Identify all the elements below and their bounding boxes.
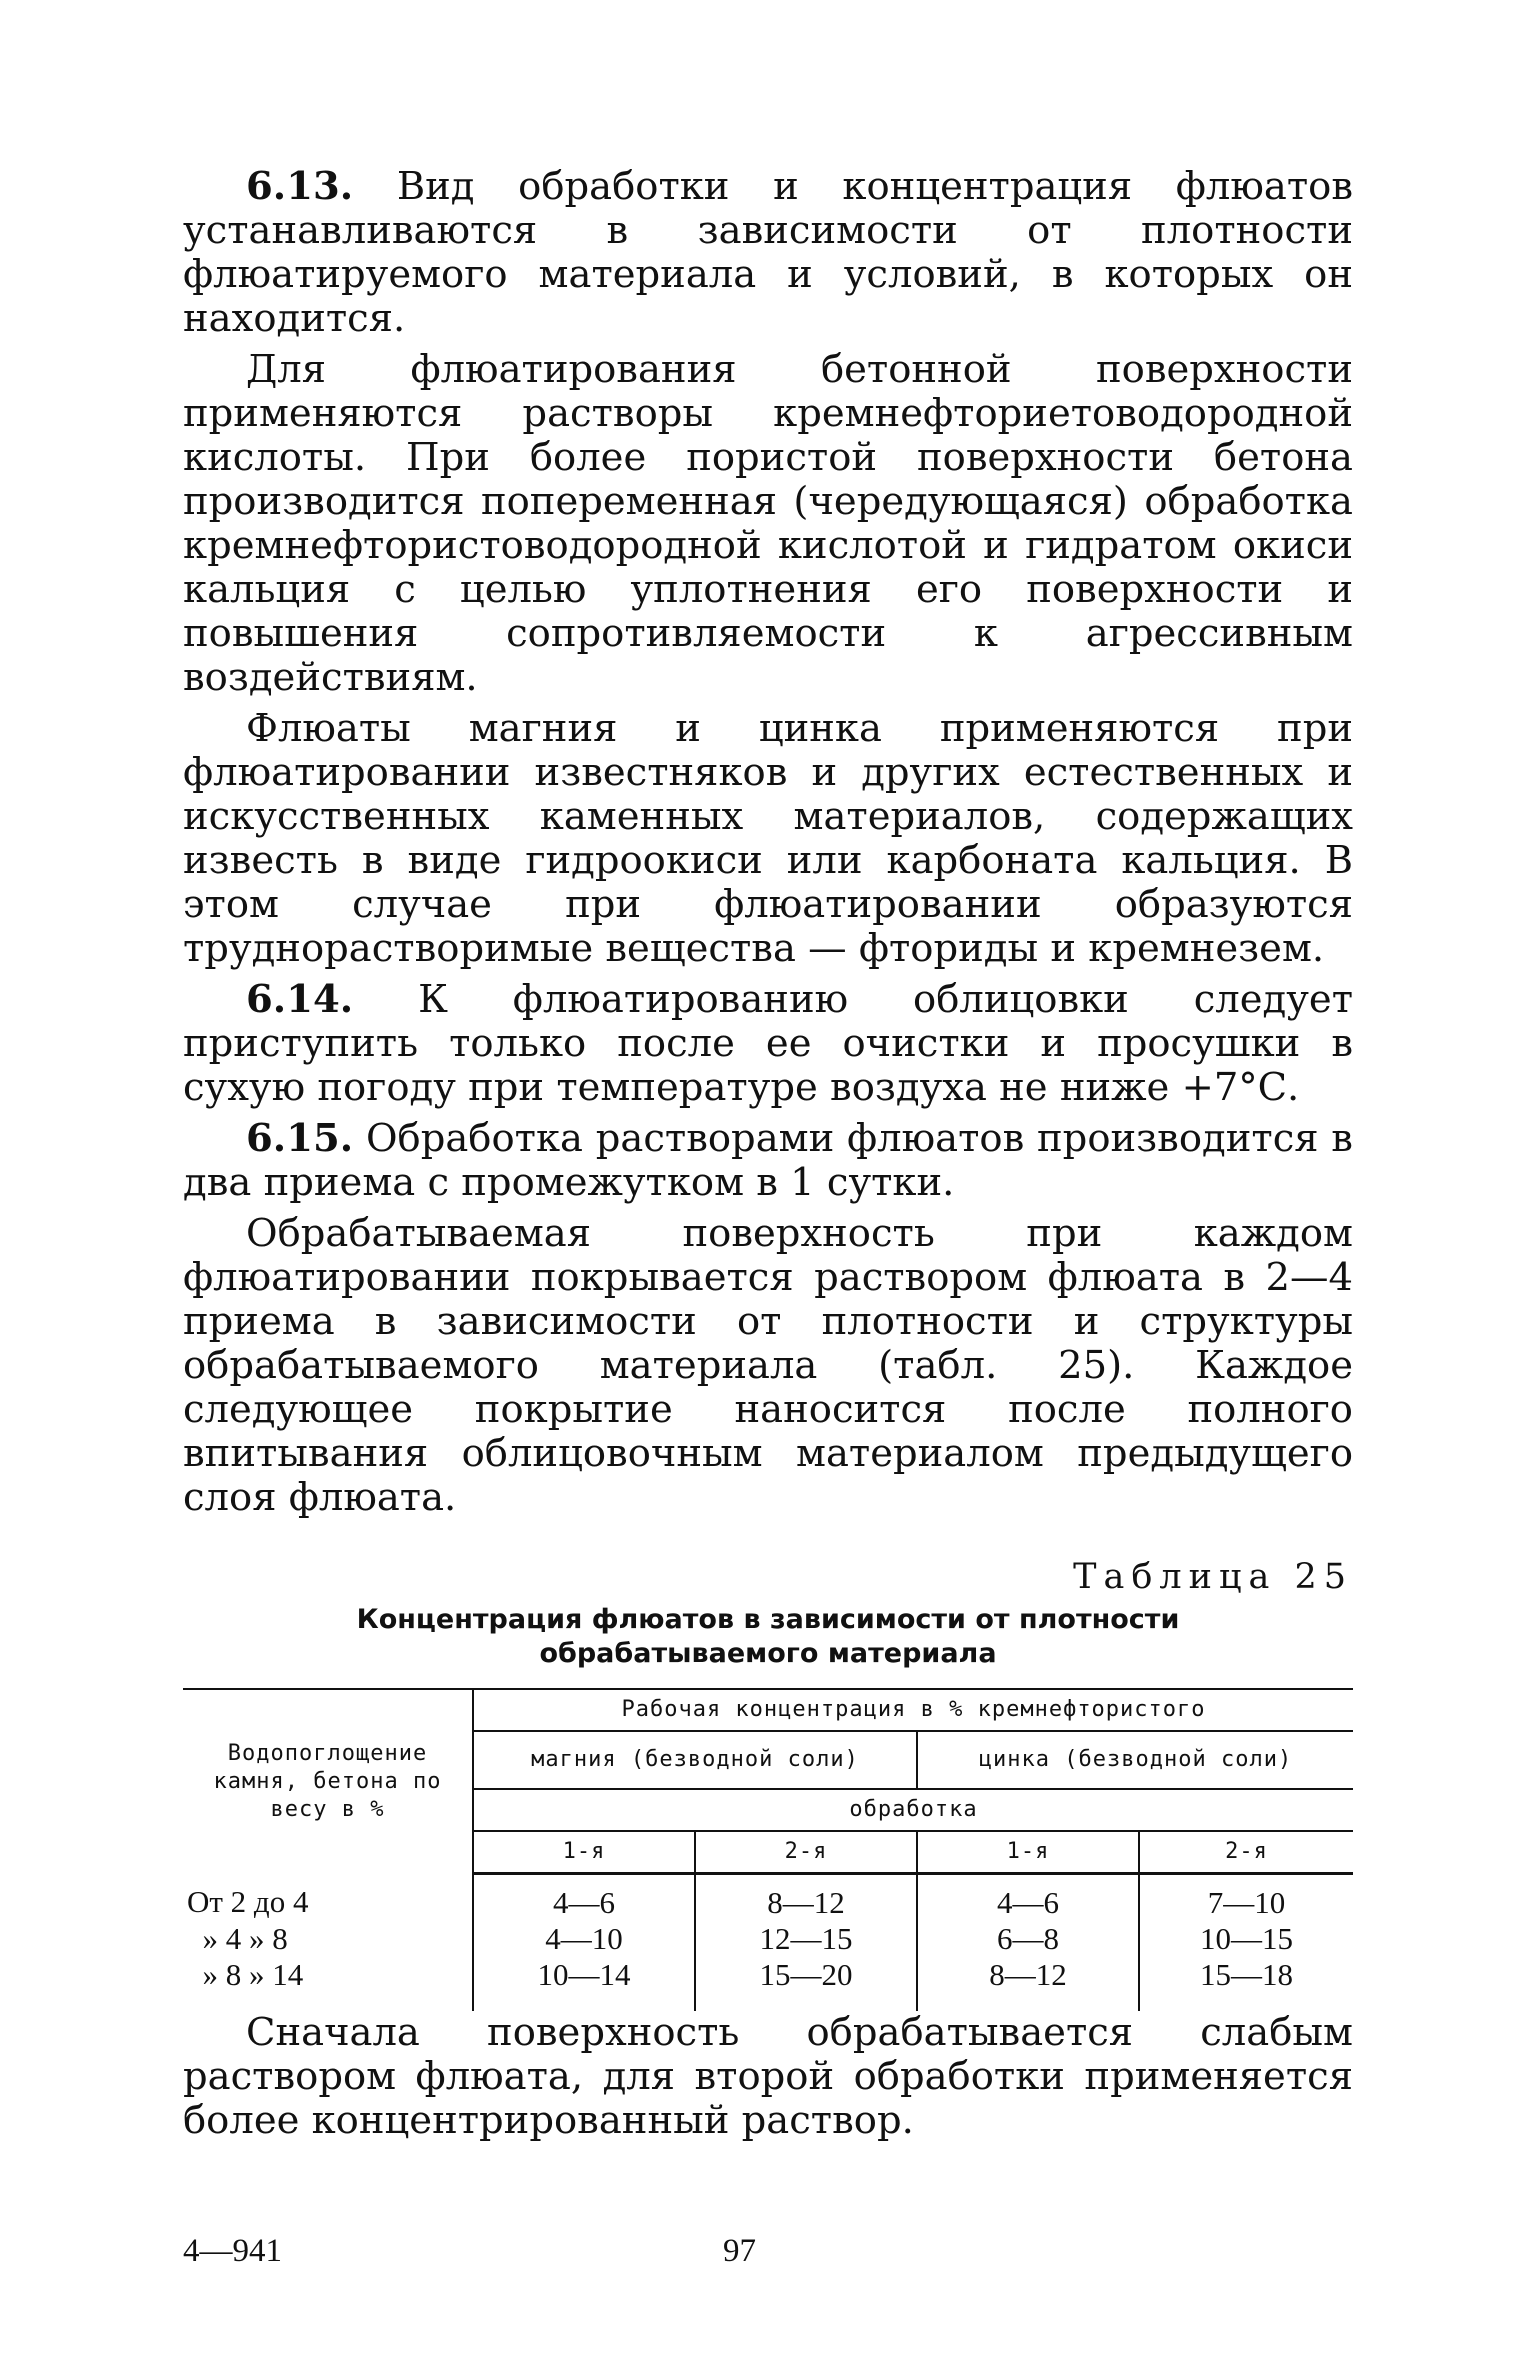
group-header-label: Рабочая концентрация в % кремнефтористого xyxy=(621,1697,1206,1722)
paragraph-text: Обработка растворами флюатов производится в два приема с промежутком в 1 сутки. xyxy=(183,1116,1353,1205)
table-caption: Таблица 25 xyxy=(1073,1557,1353,1597)
cell-value: 12—15 xyxy=(695,1921,917,1957)
col-header-4: 2-я xyxy=(1139,1831,1353,1874)
group-header-cell xyxy=(473,1689,1353,1731)
zinc-header-cell xyxy=(917,1731,1353,1789)
col-header-1: 1-я xyxy=(473,1831,695,1874)
cell-value: 10—14 xyxy=(537,1957,631,1992)
table-title xyxy=(183,1603,1353,1671)
printer-signature: 4—941 xyxy=(183,2233,282,2269)
magnesium-header-label: магния (безводной соли) xyxy=(531,1747,859,1772)
paragraph-text: Флюаты магния и цинка применяются при флюатировании известняков и других естественных и искусственных каменных материалов, содержащих известь в виде гидроокиси или карбоната кальция. В этом случае при флюатировании образуются труднорастворимые вещества — фториды и кремнезем. xyxy=(183,706,1353,971)
row-label: » 8 » 14 xyxy=(183,1957,473,2011)
col-header-2: 2-я xyxy=(695,1831,917,1874)
paragraph-concrete xyxy=(183,348,1353,700)
paragraph-text: Для флюатирования бетонной поверхности применяются растворы кремнефториетоводородной кислоты. При более пористой поверхности бетона производится попеременная (чередующаяся) обработка кремнефтористоводородной кислотой и гидратом окиси кальция с целью уплотнения его поверхности и повышения сопротивляемости к агрессивным воздействиям. xyxy=(183,347,1353,700)
table-row xyxy=(183,1874,1353,1922)
page-number: 97 xyxy=(723,2233,756,2269)
paragraph-text: Вид обработки и концентрация флюатов устанавливаются в зависимости от плотности флюатируемого материала и условий, в которых он находится. xyxy=(183,164,1353,341)
paragraph-text: Обрабатываемая поверхность при каждом флюатировании покрывается раствором флюата в 2—4 приема в зависимости от плотности и структуры обрабатываемого материала (табл. 25). Каждое следующее покрытие наносится после полного впитывания облицовочным материалом предыдущего слоя флюата. xyxy=(183,1211,1353,1520)
row-label: » 4 » 8 xyxy=(183,1921,473,1957)
row-header-label: Водопоглощение камня, бетона по весу в % xyxy=(213,1740,442,1822)
cell-value: 15—18 xyxy=(1139,1957,1353,2011)
cell-value: 10—15 xyxy=(1139,1921,1353,1957)
table-title-line-1: Концентрация флюатов в зависимости от плотности xyxy=(356,1604,1180,1635)
paragraph-magnesium-zinc xyxy=(183,707,1353,971)
section-number: 6.13. xyxy=(246,164,354,209)
paragraph-surface xyxy=(183,1212,1353,1520)
paragraph-text: Сначала поверхность обрабатывается слабым раствором флюата, для второй обработки применяется более концентрированный раствор. xyxy=(183,2010,1353,2143)
cell-value: 4—6 xyxy=(917,1874,1139,1922)
paragraph-closing xyxy=(183,2011,1353,2143)
paragraph-6-13 xyxy=(183,165,1353,341)
zinc-header-label: цинка (безводной соли) xyxy=(978,1747,1293,1772)
section-number: 6.15. xyxy=(246,1116,354,1161)
concentration-table-wrap xyxy=(183,1688,1353,2011)
paragraph-text: К флюатированию облицовки следует приступить только после ее очистки и просушки в сухую погоду при температуре воздуха не ниже +7°С. xyxy=(183,977,1353,1110)
magnesium-header-cell xyxy=(473,1731,917,1789)
cell-value: 6—8 xyxy=(917,1921,1139,1957)
process-header-label: обработка xyxy=(849,1797,978,1822)
cell-value: 8—12 xyxy=(917,1957,1139,2011)
col-header-3: 1-я xyxy=(917,1831,1139,1874)
cell-value: 4—6 xyxy=(553,1885,615,1920)
paragraph-6-14 xyxy=(183,978,1353,1110)
table-row xyxy=(183,1957,1353,2011)
page-content xyxy=(183,165,1353,2150)
paragraph-6-15 xyxy=(183,1117,1353,1205)
table-row xyxy=(183,1921,1353,1957)
table-title-line-2: обрабатываемого материала xyxy=(539,1638,997,1669)
cell-value: 8—12 xyxy=(695,1874,917,1922)
concentration-table xyxy=(183,1688,1353,2011)
cell-value: 15—20 xyxy=(695,1957,917,2011)
cell-value: 4—10 xyxy=(545,1921,623,1956)
row-header-cell xyxy=(183,1689,473,1874)
cell-value: 7—10 xyxy=(1139,1874,1353,1922)
section-number: 6.14. xyxy=(246,977,354,1022)
row-label: От 2 до 4 xyxy=(183,1874,473,1922)
page-footer xyxy=(183,2233,1353,2283)
process-header-cell xyxy=(473,1789,1353,1831)
